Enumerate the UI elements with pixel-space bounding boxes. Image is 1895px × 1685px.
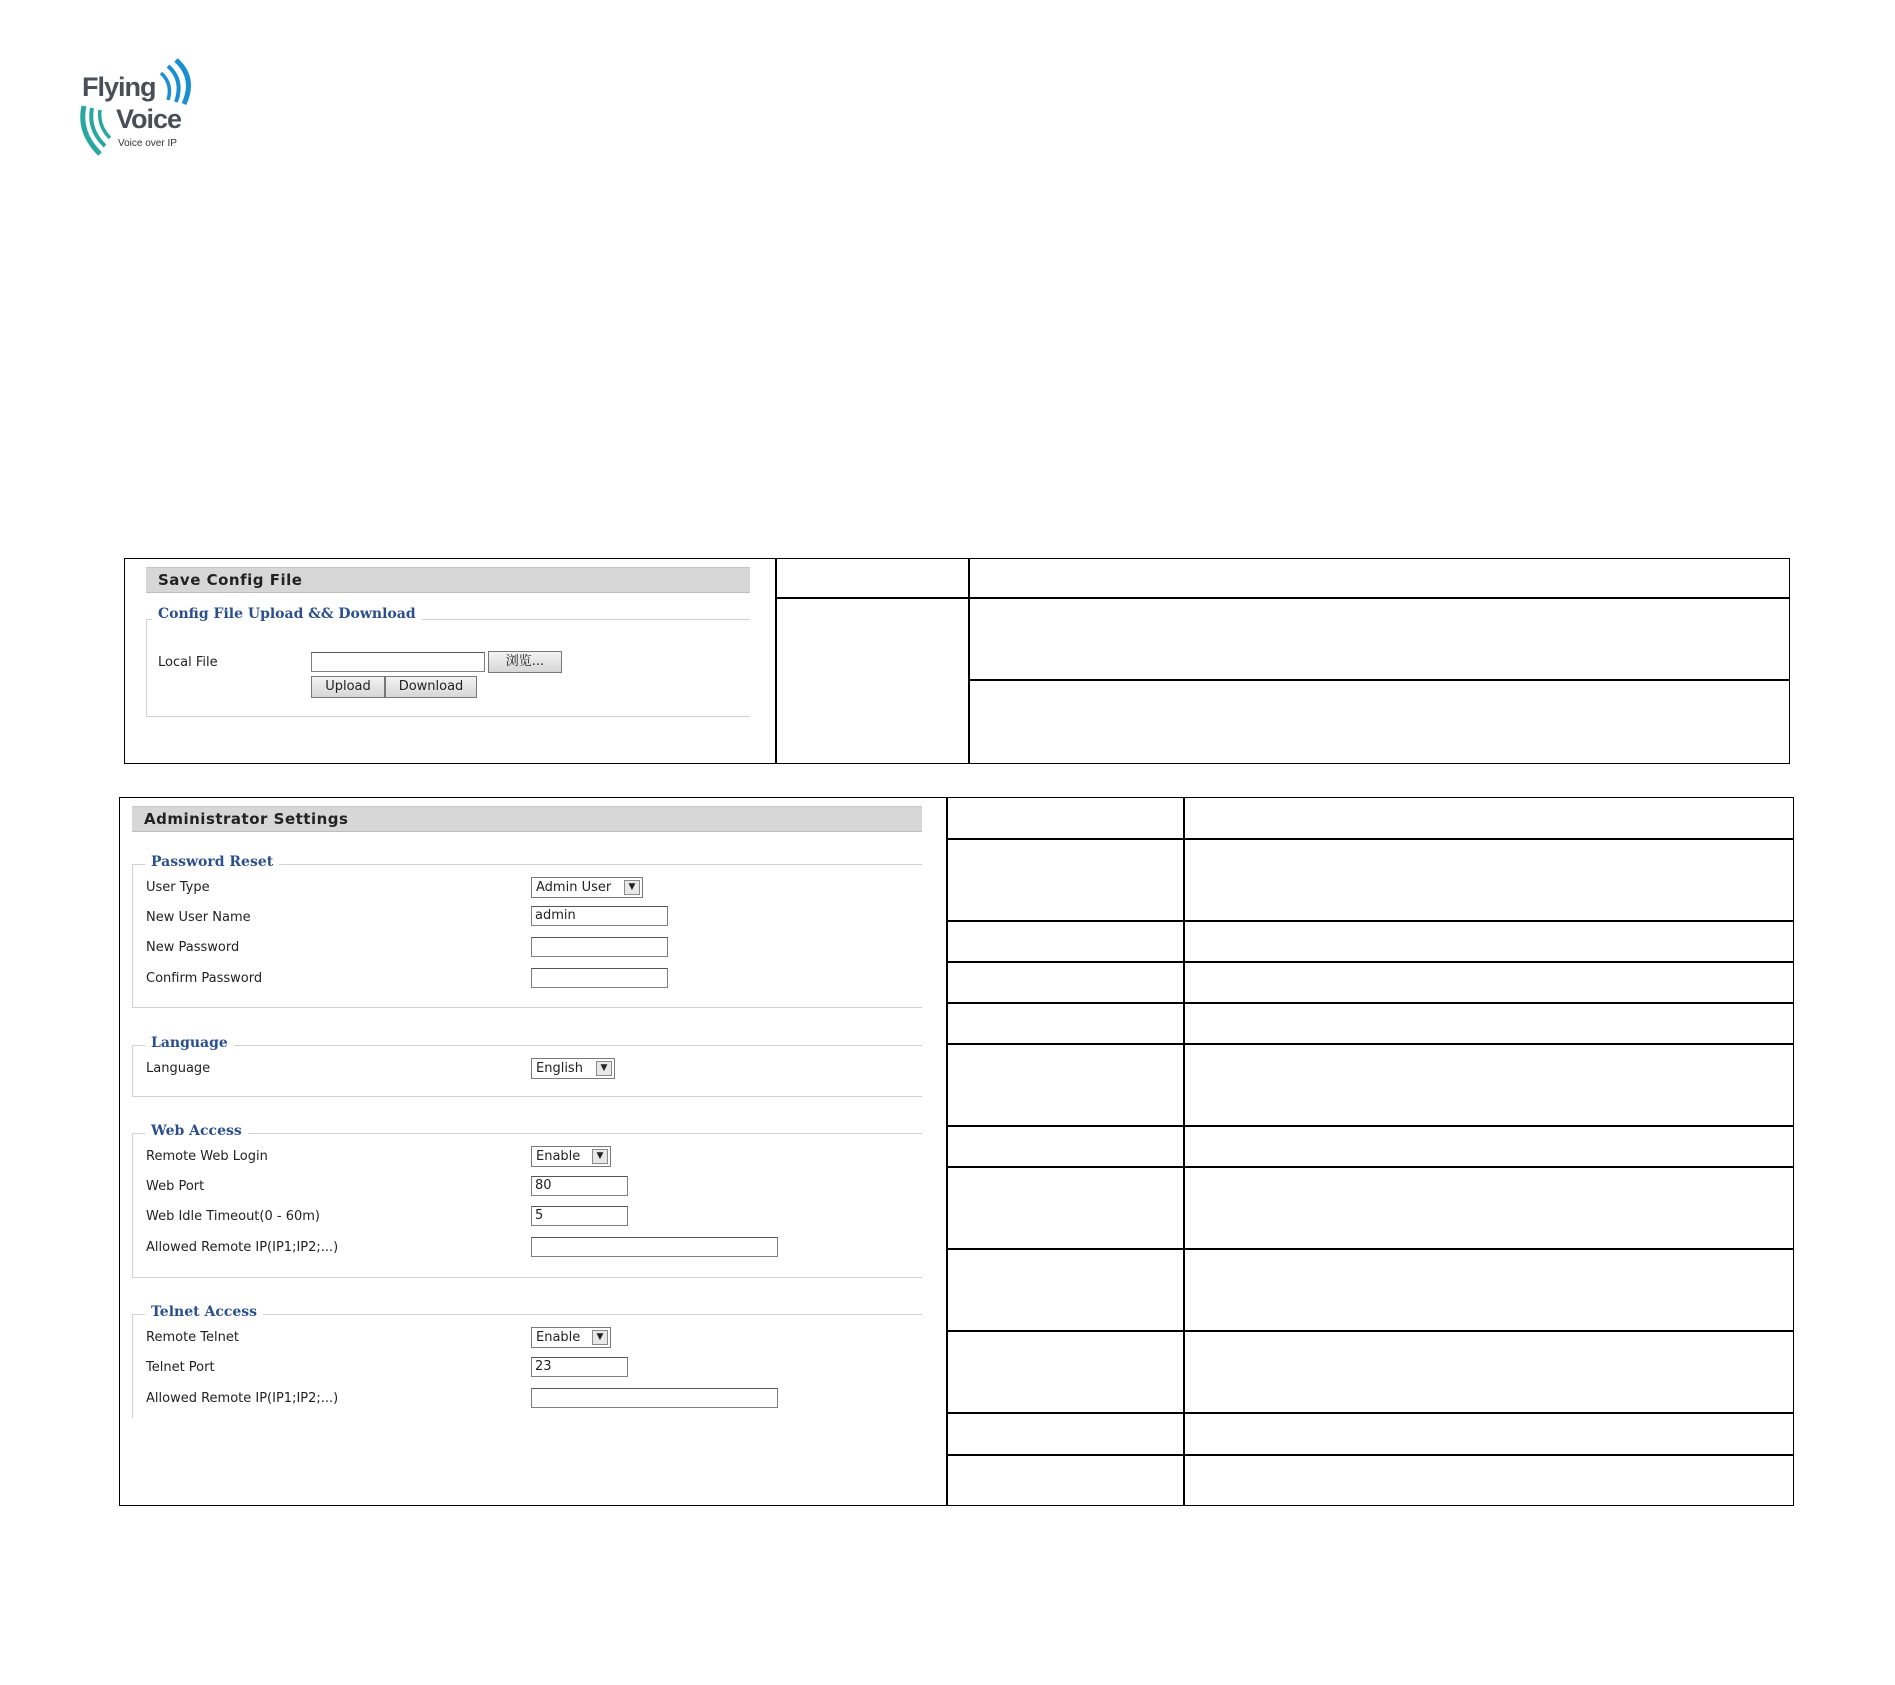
web-idle-timeout-input[interactable]: 5 <box>531 1206 628 1226</box>
table-divider <box>946 797 948 1506</box>
chevron-down-icon[interactable]: ▼ <box>592 1330 608 1345</box>
password-reset-legend: Password Reset <box>145 854 279 870</box>
table-divider <box>775 597 1790 599</box>
table-divider <box>946 1166 1794 1168</box>
web-allowed-remote-ip-label: Allowed Remote IP(IP1;IP2;...) <box>146 1240 339 1255</box>
table-divider <box>946 920 1794 922</box>
telnet-port-input[interactable]: 23 <box>531 1357 628 1377</box>
admin-settings-title: Administrator Settings <box>132 806 922 832</box>
web-access-legend: Web Access <box>145 1123 248 1139</box>
local-file-input[interactable] <box>311 652 485 672</box>
table-divider <box>946 1412 1794 1414</box>
remote-telnet-label: Remote Telnet <box>146 1330 239 1345</box>
table-divider <box>968 679 1790 681</box>
browse-button[interactable]: 浏览... <box>488 651 562 673</box>
logo-text-voice: Voice <box>116 104 182 134</box>
logo-tagline: Voice over IP <box>118 138 177 149</box>
new-password-input[interactable] <box>531 937 668 957</box>
remote-telnet-select[interactable] <box>531 1327 611 1348</box>
upload-button[interactable]: Upload <box>311 676 385 698</box>
remote-web-login-select[interactable] <box>531 1146 611 1167</box>
language-select[interactable] <box>531 1058 615 1079</box>
remote-web-login-label: Remote Web Login <box>146 1149 268 1164</box>
user-type-select[interactable] <box>531 877 643 898</box>
table-divider <box>946 961 1794 963</box>
flying-voice-logo <box>78 58 198 158</box>
table-divider <box>968 558 970 764</box>
table-divider <box>946 1043 1794 1045</box>
web-idle-timeout-label: Web Idle Timeout(0 - 60m) <box>146 1209 320 1224</box>
language-fieldset <box>132 1045 922 1097</box>
table-divider <box>946 1330 1794 1332</box>
telnet-allowed-remote-ip-label: Allowed Remote IP(IP1;IP2;...) <box>146 1391 339 1406</box>
table-divider <box>1183 797 1185 1506</box>
new-password-label: New Password <box>146 940 240 955</box>
local-file-label: Local File <box>158 655 218 670</box>
chevron-down-icon[interactable]: ▼ <box>592 1149 608 1164</box>
telnet-allowed-remote-ip-input[interactable] <box>531 1388 778 1408</box>
password-reset-fieldset <box>132 864 922 1008</box>
new-user-name-label: New User Name <box>146 910 251 925</box>
language-value: English <box>536 1061 583 1076</box>
table-divider <box>775 558 777 764</box>
remote-web-login-value: Enable <box>536 1149 581 1164</box>
new-user-name-input[interactable]: admin <box>531 906 668 926</box>
table-divider <box>946 1125 1794 1127</box>
confirm-password-input[interactable] <box>531 968 668 988</box>
table-divider <box>946 1248 1794 1250</box>
logo-text-flying: Flying <box>82 72 156 102</box>
table-divider <box>946 838 1794 840</box>
chevron-down-icon[interactable]: ▼ <box>596 1061 612 1076</box>
telnet-port-label: Telnet Port <box>146 1360 215 1375</box>
confirm-password-label: Confirm Password <box>146 971 263 986</box>
table-divider <box>946 1454 1794 1456</box>
language-legend: Language <box>145 1035 234 1051</box>
save-config-title: Save Config File <box>146 567 750 593</box>
language-label: Language <box>146 1061 211 1076</box>
remote-telnet-value: Enable <box>536 1330 581 1345</box>
web-port-label: Web Port <box>146 1179 205 1194</box>
download-button[interactable]: Download <box>385 676 477 698</box>
user-type-label: User Type <box>146 880 210 895</box>
web-allowed-remote-ip-input[interactable] <box>531 1237 778 1257</box>
user-type-value: Admin User <box>536 880 612 895</box>
table-divider <box>946 1002 1794 1004</box>
config-file-legend: Config File Upload && Download <box>152 606 422 622</box>
web-port-input[interactable]: 80 <box>531 1176 628 1196</box>
telnet-access-legend: Telnet Access <box>145 1304 263 1320</box>
chevron-down-icon[interactable]: ▼ <box>624 880 640 895</box>
